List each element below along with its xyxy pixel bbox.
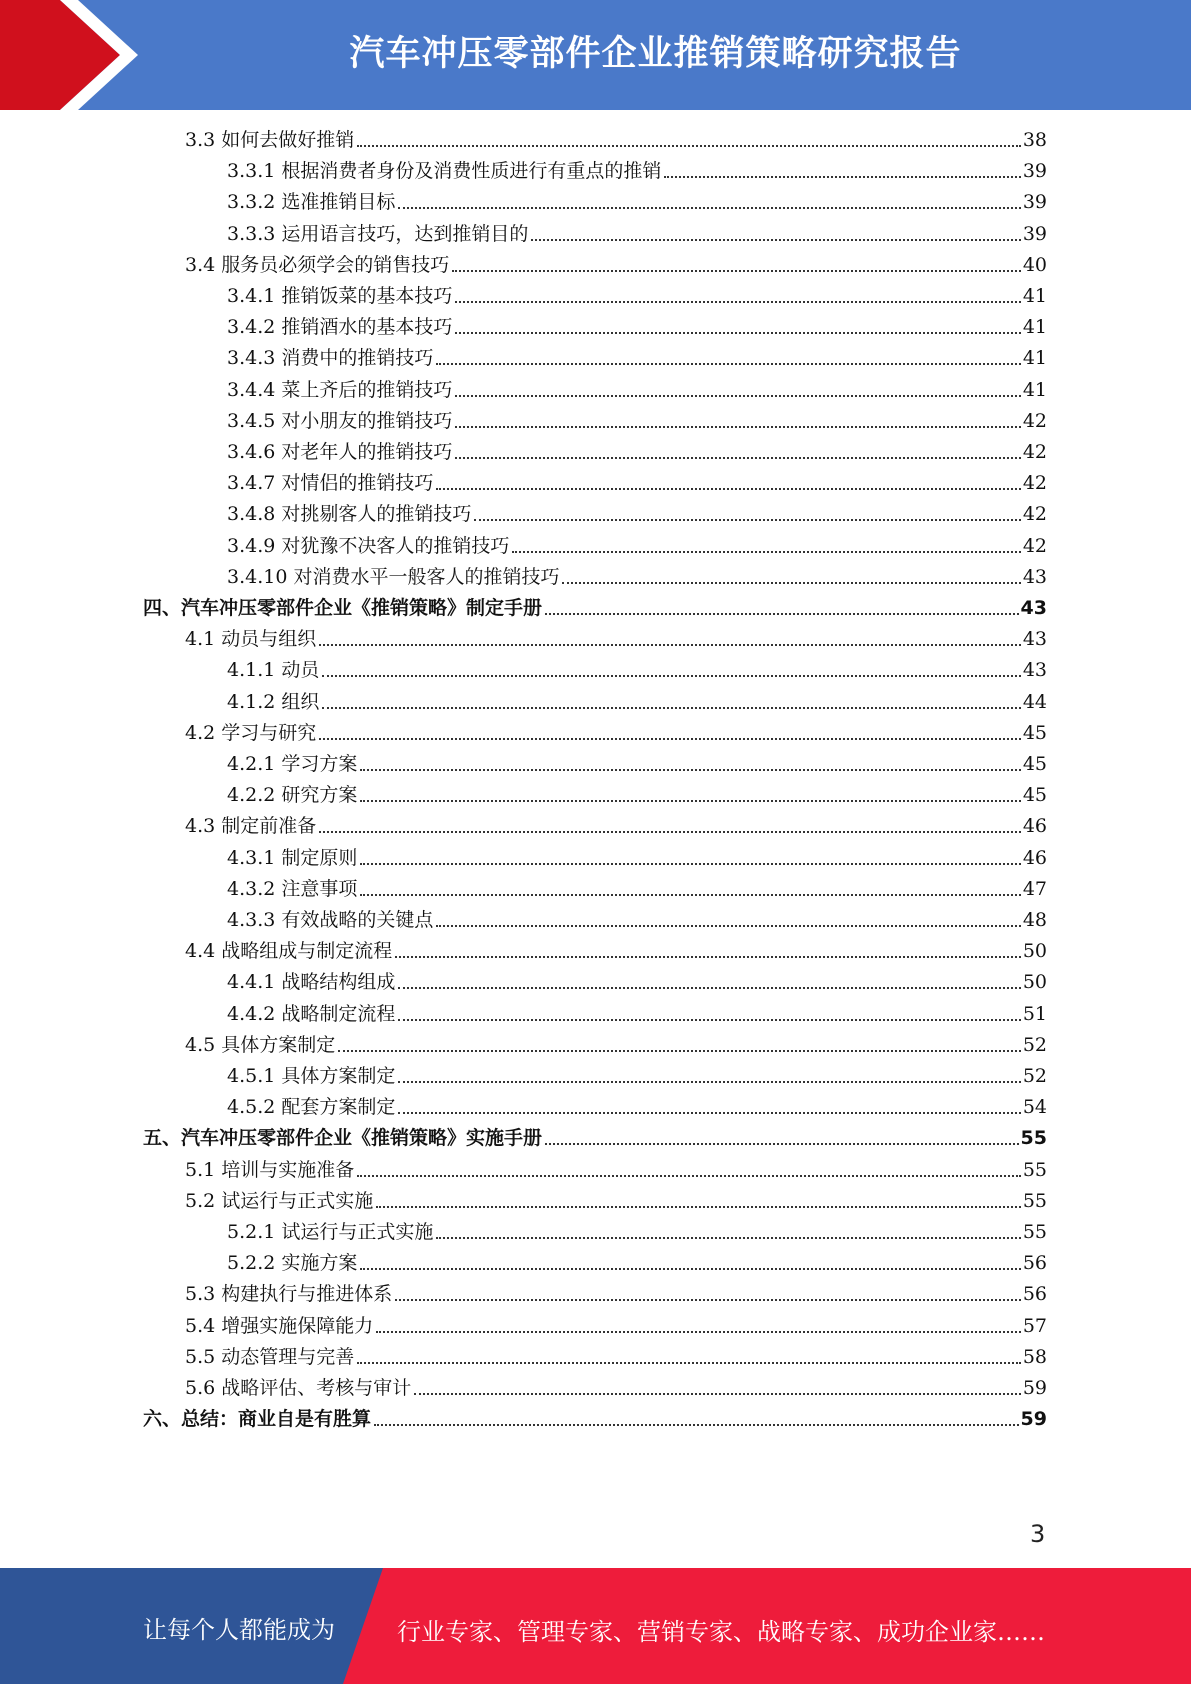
toc-entry[interactable]: [227, 1001, 1047, 1027]
toc-dot-leader: [398, 986, 1020, 989]
toc-entry[interactable]: [227, 221, 1047, 247]
toc-entry[interactable]: [227, 283, 1047, 309]
toc-entry[interactable]: [185, 127, 1047, 153]
toc-entry-page: 42: [1022, 534, 1047, 557]
toc-entry-page: 46: [1022, 815, 1047, 838]
toc-dot-leader: [562, 581, 1020, 584]
toc-entry-label: 3.4 服务员必须学会的销售技巧: [185, 253, 450, 276]
toc-dot-leader: [376, 1330, 1021, 1333]
toc-entry-label: 4.2 学习与研究: [185, 721, 317, 744]
toc-dot-leader: [360, 1267, 1020, 1270]
toc-dot-leader: [376, 1205, 1021, 1208]
toc-entry[interactable]: [185, 1344, 1047, 1370]
toc-entry[interactable]: [227, 845, 1047, 871]
toc-entry-label: 六、总结：商业自是有胜算: [143, 1408, 372, 1431]
toc-entry-page: 55: [1022, 1221, 1047, 1243]
toc-entry[interactable]: [185, 626, 1047, 652]
toc-dot-leader: [322, 674, 1020, 677]
toc-entry-label: 5.2.1 试运行与正式实施: [227, 1221, 434, 1243]
toc-entry-page: 38: [1022, 129, 1047, 151]
toc-entry-page: 43: [1020, 597, 1047, 619]
toc-dot-leader: [319, 830, 1021, 833]
toc-entry[interactable]: [227, 657, 1047, 683]
toc-dot-leader: [319, 643, 1021, 646]
toc-entry[interactable]: [227, 533, 1047, 559]
toc-entry-label: 3.3.1 根据消费者身份及消费性质进行有重点的推销: [227, 160, 662, 183]
toc-entry-page: 42: [1022, 503, 1047, 526]
toc-entry[interactable]: [185, 813, 1047, 839]
toc-entry-page: 39: [1022, 160, 1047, 183]
toc-entry-page: 56: [1022, 1283, 1047, 1306]
toc-entry[interactable]: [227, 1094, 1047, 1120]
toc-entry[interactable]: [143, 1406, 1047, 1432]
toc-entry-page: 43: [1022, 659, 1047, 682]
toc-entry-label: 5.1 培训与实施准备: [185, 1158, 355, 1181]
toc-entry-page: 56: [1022, 1252, 1047, 1275]
toc-entry[interactable]: [227, 408, 1047, 434]
report-title: 汽车冲压零部件企业推销策略研究报告: [349, 34, 962, 74]
toc-dot-leader: [436, 1236, 1020, 1239]
toc-entry[interactable]: [227, 1063, 1047, 1089]
toc-dot-leader: [512, 550, 1020, 553]
toc-dot-leader: [338, 1049, 1021, 1052]
toc-dot-leader: [452, 269, 1021, 272]
toc-dot-leader: [455, 456, 1020, 459]
toc-dot-leader: [357, 144, 1021, 147]
toc-entry-label: 4.5.1 具体方案制定: [227, 1065, 396, 1087]
toc-entry[interactable]: [227, 501, 1047, 527]
toc-entry-label: 5.3 构建执行与推进体系: [185, 1283, 393, 1306]
toc-entry-label: 3.3.2 选准推销目标: [227, 191, 396, 214]
toc-entry[interactable]: [185, 1375, 1047, 1401]
toc-entry-label: 4.3.1 制定原则: [227, 846, 358, 869]
toc-entry-page: 39: [1022, 222, 1047, 245]
toc-dot-leader: [374, 1423, 1019, 1426]
toc-entry-page: 42: [1022, 409, 1047, 432]
toc-entry-label: 4.1.1 动员: [227, 659, 320, 682]
toc-entry-label: 4.4.1 战略结构组成: [227, 971, 396, 994]
toc-entry-page: 55: [1022, 1189, 1047, 1212]
toc-entry-label: 4.4 战略组成与制定流程: [185, 940, 393, 963]
toc-dot-leader: [360, 799, 1020, 802]
toc-entry-label: 4.3.3 有效战略的关键点: [227, 909, 434, 931]
toc-entry[interactable]: [227, 564, 1047, 590]
toc-entry-label: 4.3 制定前准备: [185, 815, 317, 838]
toc-entry-page: 45: [1022, 753, 1047, 775]
toc-entry-page: 41: [1022, 347, 1047, 370]
toc-entry-page: 45: [1022, 721, 1047, 744]
toc-entry-page: 59: [1020, 1408, 1047, 1431]
toc-entry-page: 41: [1022, 316, 1047, 339]
toc-dot-leader: [357, 1361, 1021, 1364]
toc-entry-page: 40: [1022, 253, 1047, 276]
toc-entry-page: 48: [1022, 909, 1047, 931]
page-header: [0, 0, 1191, 110]
toc-entry-label: 4.2.1 学习方案: [227, 753, 358, 775]
toc-entry[interactable]: [143, 1125, 1047, 1151]
toc-entry-page: 47: [1022, 877, 1047, 900]
toc-entry[interactable]: [185, 1188, 1047, 1214]
toc-entry[interactable]: [227, 751, 1047, 777]
toc-entry-label: 5.5 动态管理与完善: [185, 1345, 355, 1368]
toc-dot-leader: [319, 737, 1021, 740]
toc-entry[interactable]: [227, 439, 1047, 465]
toc-entry-page: 45: [1022, 784, 1047, 807]
toc-entry[interactable]: [185, 1032, 1047, 1058]
toc-dot-leader: [357, 1174, 1021, 1177]
page-number: 3: [1030, 1520, 1046, 1548]
toc-entry-page: 54: [1022, 1096, 1047, 1119]
toc-entry[interactable]: [227, 470, 1047, 496]
toc-entry[interactable]: [227, 907, 1047, 933]
toc-dot-leader: [360, 768, 1020, 771]
toc-entry[interactable]: [227, 189, 1047, 215]
toc-dot-leader: [545, 1142, 1019, 1145]
toc-entry-page: 42: [1022, 472, 1047, 495]
toc-entry-page: 52: [1022, 1033, 1047, 1056]
toc-dot-leader: [360, 862, 1020, 865]
toc-dot-leader: [395, 1298, 1021, 1301]
toc-dot-leader: [395, 955, 1021, 958]
toc-entry[interactable]: [227, 782, 1047, 808]
toc-entry-label: 4.1 动员与组织: [185, 628, 317, 651]
toc-dot-leader: [436, 362, 1020, 365]
toc-entry-label: 3.4.6 对老年人的推销技巧: [227, 441, 453, 463]
toc-entry-label: 3.4.10 对消费水平一般客人的推销技巧: [227, 565, 560, 588]
footer-slogan-left: 让每个人都能成为: [143, 1616, 335, 1644]
toc-entry-label: 3.3 如何去做好推销: [185, 129, 355, 151]
toc-entry[interactable]: [227, 969, 1047, 995]
toc-entry[interactable]: [227, 876, 1047, 902]
toc-entry-page: 41: [1022, 378, 1047, 401]
toc-entry-label: 3.4.3 消费中的推销技巧: [227, 347, 434, 370]
toc-dot-leader: [398, 206, 1020, 209]
toc-entry[interactable]: [185, 1157, 1047, 1183]
toc-entry-label: 4.1.2 组织: [227, 690, 320, 713]
toc-dot-leader: [455, 300, 1020, 303]
toc-entry-label: 3.4.8 对挑剔客人的推销技巧: [227, 503, 472, 526]
toc-entry[interactable]: [185, 1313, 1047, 1339]
toc-entry-page: 46: [1022, 846, 1047, 869]
toc-entry-page: 52: [1022, 1065, 1047, 1087]
toc-entry-label: 5.6 战略评估、考核与审计: [185, 1377, 412, 1399]
toc-entry-page: 41: [1022, 285, 1047, 307]
toc-entry-page: 58: [1022, 1345, 1047, 1368]
toc-entry[interactable]: [143, 595, 1047, 621]
toc-entry[interactable]: [227, 314, 1047, 340]
toc-entry-label: 3.4.4 菜上齐后的推销技巧: [227, 378, 453, 401]
toc-entry[interactable]: [185, 252, 1047, 278]
toc-dot-leader: [322, 706, 1020, 709]
toc-entry-label: 3.4.9 对犹豫不决客人的推销技巧: [227, 534, 510, 557]
toc-dot-leader: [474, 518, 1020, 521]
toc-entry-label: 5.4 增强实施保障能力: [185, 1314, 374, 1337]
toc-entry[interactable]: [227, 158, 1047, 184]
toc-entry-page: 51: [1022, 1002, 1047, 1025]
toc-entry-label: 5.2.2 实施方案: [227, 1252, 358, 1275]
toc-dot-leader: [436, 487, 1020, 490]
toc-entry-page: 59: [1022, 1377, 1047, 1399]
toc-entry-label: 3.3.3 运用语言技巧，达到推销目的: [227, 222, 529, 245]
toc-entry-page: 43: [1022, 628, 1047, 651]
toc-entry-page: 57: [1022, 1314, 1047, 1337]
toc-entry-label: 4.4.2 战略制定流程: [227, 1002, 396, 1025]
toc-entry[interactable]: [185, 938, 1047, 964]
toc-entry-label: 3.4.1 推销饭菜的基本技巧: [227, 285, 453, 307]
toc-entry-label: 4.5 具体方案制定: [185, 1033, 336, 1056]
toc-entry-label: 4.5.2 配套方案制定: [227, 1096, 396, 1119]
toc-entry-label: 五、汽车冲压零部件企业《推销策略》实施手册: [143, 1127, 543, 1150]
toc-entry-label: 5.2 试运行与正式实施: [185, 1189, 374, 1212]
toc-entry-label: 3.4.7 对情侣的推销技巧: [227, 472, 434, 495]
toc-dot-leader: [531, 238, 1020, 241]
toc-entry-page: 39: [1022, 191, 1047, 214]
toc-dot-leader: [664, 175, 1020, 178]
toc-entry-label: 3.4.2 推销酒水的基本技巧: [227, 316, 453, 339]
toc-entry-label: 4.3.2 注意事项: [227, 877, 358, 900]
toc-entry[interactable]: [185, 720, 1047, 746]
toc-dot-leader: [455, 425, 1020, 428]
toc-entry-page: 50: [1022, 971, 1047, 994]
toc-dot-leader: [398, 1080, 1020, 1083]
toc-entry[interactable]: [185, 1281, 1047, 1307]
toc-entry-page: 43: [1022, 565, 1047, 588]
toc-dot-leader: [360, 893, 1020, 896]
toc-entry[interactable]: [227, 1250, 1047, 1276]
toc-dot-leader: [414, 1392, 1021, 1395]
toc-dot-leader: [398, 1111, 1020, 1114]
page-footer: [0, 1568, 1191, 1684]
toc-dot-leader: [455, 394, 1020, 397]
toc-dot-leader: [455, 331, 1020, 334]
toc-dot-leader: [398, 1018, 1020, 1021]
toc-dot-leader: [545, 612, 1019, 615]
toc-entry-label: 四、汽车冲压零部件企业《推销策略》制定手册: [143, 597, 543, 619]
toc-entry-page: 50: [1022, 940, 1047, 963]
toc-dot-leader: [436, 924, 1020, 927]
toc-entry[interactable]: [227, 1219, 1047, 1245]
footer-slogan-right: 行业专家、管理专家、营销专家、战略专家、成功企业家……: [397, 1618, 1045, 1646]
toc-entry-page: 55: [1020, 1127, 1047, 1150]
toc-entry-page: 55: [1022, 1158, 1047, 1181]
toc-entry[interactable]: [227, 377, 1047, 403]
toc-entry-page: 42: [1022, 441, 1047, 463]
toc-entry-label: 3.4.5 对小朋友的推销技巧: [227, 409, 453, 432]
toc-entry[interactable]: [227, 689, 1047, 715]
toc-entry-label: 4.2.2 研究方案: [227, 784, 358, 807]
toc-entry-page: 44: [1022, 690, 1047, 713]
toc-entry[interactable]: [227, 345, 1047, 371]
